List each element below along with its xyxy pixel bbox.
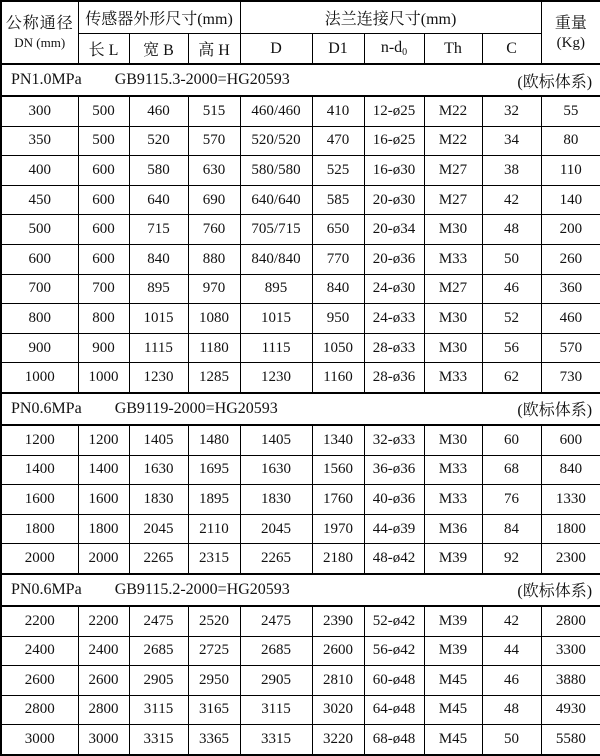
table-cell: 20-ø30	[364, 185, 424, 215]
table-cell: 2315	[188, 544, 240, 574]
table-cell: 2300	[541, 544, 600, 574]
table-cell: 1405	[129, 425, 188, 455]
table-cell: 28-ø36	[364, 363, 424, 393]
table-cell: 2180	[312, 544, 364, 574]
table-cell: 950	[312, 304, 364, 334]
table-cell: 2905	[240, 666, 312, 696]
table-cell: 715	[129, 215, 188, 245]
table-cell: 60	[482, 425, 541, 455]
table-cell: 600	[78, 215, 129, 245]
table-row	[1, 544, 600, 574]
table-cell: M27	[424, 185, 482, 215]
section-line	[2, 69, 600, 92]
table-cell: 46	[482, 274, 541, 304]
table-cell: 2400	[78, 636, 129, 666]
table-cell: 1405	[240, 425, 312, 455]
column-header-width: 宽 B	[129, 34, 188, 65]
table-row	[1, 514, 600, 544]
table-cell: 460	[541, 304, 600, 334]
table-cell: 2800	[78, 695, 129, 725]
table-cell: 705/715	[240, 215, 312, 245]
table-cell: 1285	[188, 363, 240, 393]
table-cell: M22	[424, 126, 482, 156]
table-cell: 84	[482, 514, 541, 544]
table-cell: M33	[424, 363, 482, 393]
table-cell: M45	[424, 725, 482, 755]
table-cell: 64-ø48	[364, 695, 424, 725]
table-cell: 24-ø33	[364, 304, 424, 334]
table-cell: M39	[424, 544, 482, 574]
table-cell: 2520	[188, 606, 240, 636]
table-row	[1, 455, 600, 485]
table-cell: 2685	[240, 636, 312, 666]
table-cell: 1830	[129, 485, 188, 515]
table-cell: 580	[129, 156, 188, 186]
section-pn0.6mpa-gb9115.2	[1, 574, 600, 755]
table-cell: 2800	[541, 606, 600, 636]
table-cell: 28-ø33	[364, 333, 424, 363]
table-cell: M36	[424, 514, 482, 544]
table-cell: 500	[78, 126, 129, 156]
table-cell: 1800	[78, 514, 129, 544]
table-cell: 3315	[240, 725, 312, 755]
table-cell: 2000	[1, 544, 78, 574]
table-cell: 1800	[1, 514, 78, 544]
table-cell: 52-ø42	[364, 606, 424, 636]
table-cell: 1800	[541, 514, 600, 544]
table-cell: M30	[424, 215, 482, 245]
header-row-subcolumns	[1, 34, 600, 65]
table-cell: 350	[1, 126, 78, 156]
table-cell: 3115	[129, 695, 188, 725]
table-cell: 2475	[129, 606, 188, 636]
table-cell: 76	[482, 485, 541, 515]
table-cell: 40-ø36	[364, 485, 424, 515]
table-row	[1, 215, 600, 245]
table-cell: 4930	[541, 695, 600, 725]
table-cell: 460/460	[240, 96, 312, 126]
table-cell: M45	[424, 695, 482, 725]
table-cell: 1050	[312, 333, 364, 363]
table-cell: 42	[482, 606, 541, 636]
table-cell: 2000	[78, 544, 129, 574]
table-cell: 1480	[188, 425, 240, 455]
section-note: (欧标体系)	[517, 73, 593, 91]
table-cell: 525	[312, 156, 364, 186]
section-header-cell	[1, 393, 600, 425]
table-cell: 36-ø36	[364, 455, 424, 485]
table-cell: 700	[78, 274, 129, 304]
table-cell: 1600	[78, 485, 129, 515]
table-cell: 200	[541, 215, 600, 245]
table-cell: 3165	[188, 695, 240, 725]
table-cell: 900	[78, 333, 129, 363]
table-cell: 32	[482, 96, 541, 126]
table-row	[1, 185, 600, 215]
table-cell: 410	[312, 96, 364, 126]
table-cell: 570	[188, 126, 240, 156]
column-group-sensor-dimensions: 传感器外形尺寸(mm)	[78, 1, 240, 34]
table-cell: 600	[541, 425, 600, 455]
table-cell: M33	[424, 485, 482, 515]
section-header-row	[1, 393, 600, 425]
table-cell: 24-ø30	[364, 274, 424, 304]
column-header-d1: D1	[312, 34, 364, 65]
table-cell: 1400	[1, 455, 78, 485]
table-cell: M39	[424, 606, 482, 636]
table-cell: 1695	[188, 455, 240, 485]
table-cell: 1160	[312, 363, 364, 393]
table-cell: 800	[1, 304, 78, 334]
table-row	[1, 425, 600, 455]
table-cell: 62	[482, 363, 541, 393]
table-row	[1, 156, 600, 186]
table-cell: 585	[312, 185, 364, 215]
table-row	[1, 636, 600, 666]
table-cell: 895	[129, 274, 188, 304]
section-standard: GB9115.3-2000=HG20593	[114, 71, 290, 88]
table-cell: 3020	[312, 695, 364, 725]
dn-unit: DN (mm)	[14, 35, 66, 50]
table-cell: 2265	[240, 544, 312, 574]
table-cell: 2390	[312, 606, 364, 636]
section-standard: GB9115.2-2000=HG20593	[114, 580, 290, 598]
table-cell: 970	[188, 274, 240, 304]
table-cell: 770	[312, 244, 364, 274]
table-cell: 42	[482, 185, 541, 215]
table-cell: 1970	[312, 514, 364, 544]
table-cell: 260	[541, 244, 600, 274]
table-cell: 400	[1, 156, 78, 186]
table-cell: 1760	[312, 485, 364, 515]
header-row-groups	[1, 1, 600, 34]
table-cell: 1000	[78, 363, 129, 393]
weight-unit: (Kg)	[556, 34, 585, 51]
table-cell: 3115	[240, 695, 312, 725]
table-cell: 56-ø42	[364, 636, 424, 666]
table-cell: 640/640	[240, 185, 312, 215]
table-cell: 1895	[188, 485, 240, 515]
nd0-subscript: 0	[402, 47, 408, 58]
table-cell: 1830	[240, 485, 312, 515]
table-cell: 1080	[188, 304, 240, 334]
table-cell: 600	[78, 244, 129, 274]
dn-title: 公称通径	[5, 15, 74, 32]
table-cell: 56	[482, 333, 541, 363]
table-cell: 900	[1, 333, 78, 363]
table-cell: 840	[312, 274, 364, 304]
section-note: (欧标体系)	[517, 402, 593, 420]
table-cell: 600	[1, 244, 78, 274]
table-cell: 880	[188, 244, 240, 274]
table-cell: 140	[541, 185, 600, 215]
table-cell: 1230	[240, 363, 312, 393]
table-cell: 2810	[312, 666, 364, 696]
table-cell: 3000	[78, 725, 129, 755]
table-cell: 450	[1, 185, 78, 215]
table-cell: 3365	[188, 725, 240, 755]
table-row	[1, 666, 600, 696]
table-row	[1, 725, 600, 755]
table-cell: 840	[129, 244, 188, 274]
table-cell: 52	[482, 304, 541, 334]
table-cell: 1330	[541, 485, 600, 515]
table-cell: 68	[482, 455, 541, 485]
table-cell: 16-ø25	[364, 126, 424, 156]
table-row	[1, 333, 600, 363]
table-cell: 32-ø33	[364, 425, 424, 455]
table-cell: 630	[188, 156, 240, 186]
table-cell: 68-ø48	[364, 725, 424, 755]
table-cell: 2600	[312, 636, 364, 666]
weight-title: 重量	[554, 14, 587, 32]
section-pn0.6mpa-gb9119	[1, 393, 600, 574]
table-header	[1, 1, 600, 64]
column-header-nd0	[364, 34, 424, 65]
table-cell: 2905	[129, 666, 188, 696]
table-cell: 48-ø42	[364, 544, 424, 574]
table-cell: 2475	[240, 606, 312, 636]
column-header-c: C	[482, 34, 541, 65]
section-header-cell	[1, 64, 600, 96]
table-cell: 520/520	[240, 126, 312, 156]
table-cell: 800	[78, 304, 129, 334]
table-cell: 44	[482, 636, 541, 666]
table-cell: 895	[240, 274, 312, 304]
table-cell: M30	[424, 304, 482, 334]
table-cell: M39	[424, 636, 482, 666]
section-header-cell	[1, 574, 600, 606]
table-row	[1, 126, 600, 156]
table-row	[1, 96, 600, 126]
table-cell: 570	[541, 333, 600, 363]
table-cell: 500	[1, 215, 78, 245]
table-cell: M33	[424, 244, 482, 274]
table-cell: 3315	[129, 725, 188, 755]
table-cell: 640	[129, 185, 188, 215]
table-cell: 2265	[129, 544, 188, 574]
section-line	[2, 397, 600, 420]
table-row	[1, 695, 600, 725]
table-cell: 600	[78, 156, 129, 186]
table-cell: 500	[78, 96, 129, 126]
table-cell: 580/580	[240, 156, 312, 186]
table-cell: 1630	[129, 455, 188, 485]
table-cell: 1400	[78, 455, 129, 485]
table-cell: 50	[482, 244, 541, 274]
section-pressure-rating: PN0.6MPa	[11, 580, 82, 598]
table-cell: M33	[424, 455, 482, 485]
table-cell: 2110	[188, 514, 240, 544]
table-cell: 48	[482, 695, 541, 725]
table-cell: 110	[541, 156, 600, 186]
table-cell: 1015	[240, 304, 312, 334]
table-cell: 840	[541, 455, 600, 485]
table-cell: 650	[312, 215, 364, 245]
section-standard: GB9119-2000=HG20593	[114, 399, 278, 417]
table-cell: M27	[424, 274, 482, 304]
column-header-dn	[1, 1, 78, 64]
section-note: (欧标体系)	[517, 583, 593, 601]
table-cell: 20-ø36	[364, 244, 424, 274]
table-cell: 1180	[188, 333, 240, 363]
table-cell: M30	[424, 333, 482, 363]
table-cell: 2800	[1, 695, 78, 725]
table-cell: 2600	[1, 666, 78, 696]
table-cell: 3300	[541, 636, 600, 666]
section-pressure-rating: PN1.0MPa	[11, 71, 82, 88]
table-cell: 5580	[541, 725, 600, 755]
table-cell: 92	[482, 544, 541, 574]
column-header-length: 长 L	[78, 34, 129, 65]
table-row	[1, 485, 600, 515]
table-cell: 34	[482, 126, 541, 156]
table-cell: 470	[312, 126, 364, 156]
table-cell: 2200	[1, 606, 78, 636]
table-row	[1, 304, 600, 334]
table-cell: M22	[424, 96, 482, 126]
table-cell: 1015	[129, 304, 188, 334]
column-header-th: Th	[424, 34, 482, 65]
table-cell: 2685	[129, 636, 188, 666]
table-cell: 2950	[188, 666, 240, 696]
nd0-main: n-d	[380, 39, 403, 56]
table-row	[1, 363, 600, 393]
table-cell: 48	[482, 215, 541, 245]
section-line	[2, 578, 600, 601]
table-cell: 1200	[78, 425, 129, 455]
column-header-d: D	[240, 34, 312, 65]
table-cell: 1115	[240, 333, 312, 363]
table-cell: 690	[188, 185, 240, 215]
section-pn1.0mpa	[1, 64, 600, 393]
table-cell: 300	[1, 96, 78, 126]
table-cell: M30	[424, 425, 482, 455]
table-cell: 515	[188, 96, 240, 126]
table-cell: 1630	[240, 455, 312, 485]
table-cell: 3880	[541, 666, 600, 696]
table-cell: 1560	[312, 455, 364, 485]
table-cell: 2725	[188, 636, 240, 666]
table-row	[1, 244, 600, 274]
table-cell: 1340	[312, 425, 364, 455]
table-cell: 1230	[129, 363, 188, 393]
table-cell: 50	[482, 725, 541, 755]
table-cell: 44-ø39	[364, 514, 424, 544]
table-cell: 730	[541, 363, 600, 393]
table-cell: 1200	[1, 425, 78, 455]
table-cell: 80	[541, 126, 600, 156]
table-cell: 1000	[1, 363, 78, 393]
table-cell: 460	[129, 96, 188, 126]
table-cell: M45	[424, 666, 482, 696]
table-cell: 2045	[240, 514, 312, 544]
table-cell: 46	[482, 666, 541, 696]
section-header-row	[1, 64, 600, 96]
table-cell: 520	[129, 126, 188, 156]
table-row	[1, 606, 600, 636]
table-cell: 55	[541, 96, 600, 126]
table-row	[1, 274, 600, 304]
table-cell: 38	[482, 156, 541, 186]
section-pressure-rating: PN0.6MPa	[11, 399, 82, 417]
table-cell: 840/840	[240, 244, 312, 274]
table-cell: 2600	[78, 666, 129, 696]
table-cell: 1115	[129, 333, 188, 363]
table-cell: 3000	[1, 725, 78, 755]
table-cell: 20-ø34	[364, 215, 424, 245]
table-cell: 2200	[78, 606, 129, 636]
table-cell: 60-ø48	[364, 666, 424, 696]
table-cell: 600	[78, 185, 129, 215]
column-header-weight	[541, 1, 600, 64]
table-cell: 360	[541, 274, 600, 304]
table-cell: 1600	[1, 485, 78, 515]
column-header-height: 高 H	[188, 34, 240, 65]
column-group-flange-dimensions: 法兰连接尺寸(mm)	[240, 1, 541, 34]
table-cell: 2400	[1, 636, 78, 666]
table-cell: 16-ø30	[364, 156, 424, 186]
table-cell: 700	[1, 274, 78, 304]
table-cell: 2045	[129, 514, 188, 544]
table-cell: 3220	[312, 725, 364, 755]
table-cell: 12-ø25	[364, 96, 424, 126]
section-header-row	[1, 574, 600, 606]
table-cell: M27	[424, 156, 482, 186]
table-cell: 760	[188, 215, 240, 245]
